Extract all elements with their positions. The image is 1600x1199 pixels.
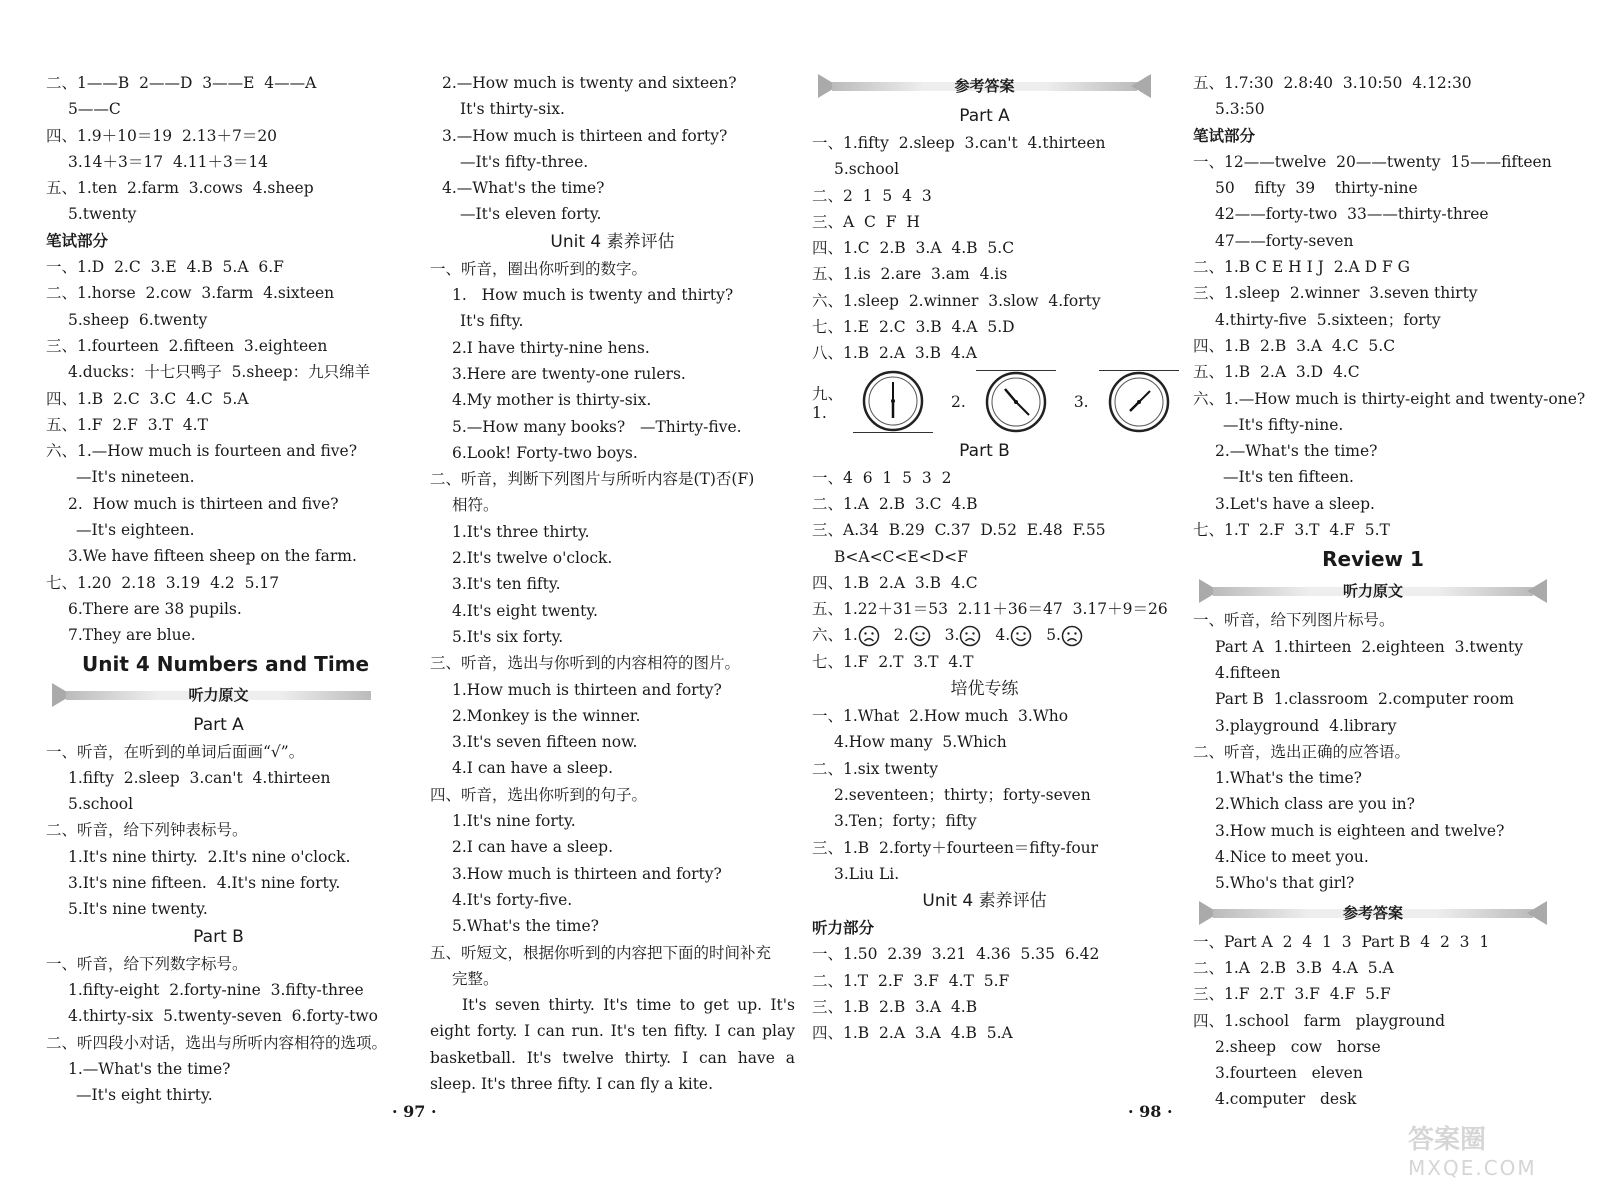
answer-line: 4.ducks：十七只鸭子 5.sheep：九只绵羊 <box>68 363 371 382</box>
answer-line: 2.seventeen；thirty；forty-seven <box>834 785 1091 804</box>
answer-line: 2.I can have a sleep. <box>452 838 614 857</box>
answer-line: 二、1.A 2.B 3.B 4.A 5.A <box>1193 958 1394 977</box>
answer-line: 二、1.six twenty <box>812 759 939 778</box>
answer-line: 五、1.22＋31＝53 2.11＋36＝47 3.17＋9＝26 <box>812 600 1168 619</box>
answer-line: 1. How much is twenty and thirty? <box>452 286 734 305</box>
answer-line: 5.—How many books? —Thirty-five. <box>452 417 742 436</box>
unit-title: Unit 4 Numbers and Time <box>82 651 370 676</box>
part-a-heading: Part A <box>959 106 1010 126</box>
answer-line: 五、1.7:30 2.8:40 3.10:50 4.12:30 <box>1193 74 1472 92</box>
answer-line: 二、1.B C E H I J 2.A D F G <box>1193 258 1411 277</box>
answer-line: 50 fifty 39 thirty-nine <box>1215 179 1418 198</box>
answer-line: 二、听四段小对话，选出与所听内容相符的选项。 <box>46 1033 388 1052</box>
clock-icon <box>1100 371 1178 433</box>
answer-line: 4.It's eight twenty. <box>452 601 598 620</box>
clock-3 <box>1099 370 1179 433</box>
answer-line: 二、听音，选出正确的应答语。 <box>1193 742 1411 761</box>
answer-line: 5.school <box>834 160 900 179</box>
sad-face-icon <box>959 625 981 647</box>
answer-line: 4.—What's the time? <box>442 179 605 198</box>
answer-line: 1.It's nine forty. <box>452 812 576 831</box>
answer-line: 3.It's seven fifteen now. <box>452 733 638 752</box>
answer-line: 2.It's twelve o'clock. <box>452 549 613 568</box>
column-2 <box>430 70 795 1097</box>
answer-line: 四、1.school farm playground <box>1193 1011 1446 1030</box>
answer-line: 二、听音，给下列钟表标号。 <box>46 821 248 840</box>
col3e-lines <box>812 915 1157 1046</box>
col2a-lines <box>430 70 795 228</box>
answer-line: 六、1.sleep 2.winner 3.slow 4.forty <box>812 291 1101 310</box>
answer-line: 一、听音，给下列数字标号。 <box>46 954 248 973</box>
answer-line: 1.How much is thirteen and forty? <box>452 680 722 699</box>
answer-line: 六、1.—How much is thirty-eight and twenty-one? <box>1193 389 1586 408</box>
answer-line: 4.thirty-six 5.twenty-seven 6.forty-two <box>68 1007 378 1026</box>
answer-line: 三、1.fourteen 2.fifteen 3.eighteen <box>46 336 328 355</box>
answer-line: 47——forty-seven <box>1215 231 1354 250</box>
answer-line: 5.twenty <box>68 205 137 224</box>
answer-line: 相符。 <box>452 496 499 515</box>
answer-line: 六、1.—How much is fourteen and five? <box>46 442 358 461</box>
answer-line: 5.It's six forty. <box>452 627 564 646</box>
part-a-heading: Part A <box>193 714 244 735</box>
answer-line: 七、1.F 2.T 3.T 4.T <box>812 652 974 671</box>
banner-reference-answers: 参考答案 <box>812 72 1157 100</box>
answer-line: 2.Which class are you in? <box>1215 795 1415 814</box>
answer-line: 四、1.C 2.B 3.A 4.B 5.C <box>812 239 1015 258</box>
answer-line: —It's eleven forty. <box>460 205 602 224</box>
answer-line: —It's fifty-three. <box>460 152 589 171</box>
answer-line: 1.It's nine thirty. 2.It's nine o'clock. <box>68 847 351 866</box>
banner-listening-text: 听力原文 <box>46 681 391 709</box>
answer-line: 二、1——B 2——D 3——E 4——A <box>46 74 317 92</box>
clock-1 <box>853 370 933 433</box>
answer-line: 2.I have thirty-nine hens. <box>452 338 650 357</box>
answer-line: 4.Nice to meet you. <box>1215 848 1369 867</box>
clock-answers: 九、1. 2. 3. <box>812 367 1157 437</box>
answer-line: 5.3:50 <box>1215 100 1265 119</box>
answer-line: Part B 1.classroom 2.computer room <box>1215 690 1514 709</box>
answer-line: 3.We have fifteen sheep on the farm. <box>68 547 357 566</box>
col1c-lines <box>46 951 391 1109</box>
answer-line: —It's fifty-nine. <box>1223 415 1344 434</box>
answer-line: 三、A C F H <box>812 212 920 231</box>
answer-line: 2.—What's the time? <box>1215 442 1378 461</box>
answer-line: 完整。 <box>452 969 499 988</box>
answer-line: 听力部分 <box>812 918 875 938</box>
answer-line: 5.Who's that girl? <box>1215 874 1355 893</box>
answer-line: 三、A.34 B.29 C.37 D.52 E.48 F.55 <box>812 521 1106 540</box>
answer-line: 1.What's the time? <box>1215 769 1362 788</box>
answer-line: 二、1.horse 2.cow 3.farm 4.sixteen <box>46 284 335 303</box>
answer-line: 4.I can have a sleep. <box>452 759 614 778</box>
answer-line: 2.—How much is twenty and sixteen? <box>442 74 737 92</box>
happy-face-icon <box>1010 625 1032 647</box>
answer-line: 四、1.9＋10＝19 2.13＋7＝20 <box>46 126 278 145</box>
answer-line: 一、听音，给下列图片标号。 <box>1193 611 1395 630</box>
column-4 <box>1193 70 1586 1113</box>
answer-line: It's thirty-six. <box>460 100 565 119</box>
answer-line: 5.sheep 6.twenty <box>68 310 208 329</box>
answer-line: 一、12——twelve 20——twenty 15——fifteen <box>1193 152 1552 171</box>
page-number-left: · 97 · <box>392 1102 437 1121</box>
answer-line: 3.14＋3＝17 4.11＋3＝14 <box>68 152 269 171</box>
col3c-lines <box>812 649 1157 675</box>
answer-line: 一、听音，在听到的单词后面画“√”。 <box>46 742 305 761</box>
answer-line: 一、听音，圈出你听到的数字。 <box>430 259 648 278</box>
banner-listening-text: 听力原文 <box>1193 577 1553 605</box>
col1b-lines <box>46 739 391 923</box>
answer-line: 三、听音，选出与你听到的内容相符的图片。 <box>430 654 741 673</box>
answer-line: It's fifty. <box>460 312 524 331</box>
peiyou-heading: 培优专练 <box>950 679 1019 700</box>
answer-line: 七、1.E 2.C 3.B 4.A 5.D <box>812 318 1015 337</box>
answer-line: 6.Look! Forty-two boys. <box>452 443 638 462</box>
watermark: 答案圈 MXQE.COM <box>1408 1125 1537 1180</box>
answer-line: 四、1.B 2.B 3.A 4.C 5.C <box>1193 336 1396 355</box>
happy-face-icon <box>909 625 931 647</box>
answer-line: 3.playground 4.library <box>1215 716 1397 735</box>
answer-line: 3.How much is eighteen and twelve? <box>1215 821 1505 840</box>
clock-icon <box>977 371 1055 433</box>
column-3 <box>812 70 1168 1047</box>
answer-line: 七、1.T 2.F 3.T 4.F 5.T <box>1193 521 1390 540</box>
answer-line: 一、1.D 2.C 3.E 4.B 5.A 6.F <box>46 258 284 277</box>
answer-line: 二、1.T 2.F 3.F 4.T 5.F <box>812 971 1010 990</box>
col3a-lines <box>812 130 1157 367</box>
answer-line: 笔试部分 <box>46 230 109 250</box>
part-b-heading: Part B <box>959 440 1010 461</box>
answer-line: —It's eight thirty. <box>76 1086 213 1105</box>
answer-line: 42——forty-two 33——thirty-three <box>1215 205 1489 224</box>
answer-line: 7.They are blue. <box>68 626 196 645</box>
answer-line: Part A 1.thirteen 2.eighteen 3.twenty <box>1215 637 1524 656</box>
answer-line: 3.Liu Li. <box>834 864 900 883</box>
answer-line: 5.It's nine twenty. <box>68 900 208 919</box>
col2b-lines <box>430 256 795 992</box>
answer-line: —It's ten fifteen. <box>1223 468 1354 487</box>
answer-line: 四、1.B 2.A 3.B 4.C <box>812 573 978 592</box>
answer-line: 1.—What's the time? <box>68 1059 231 1078</box>
answer-line: 一、1.What 2.How much 3.Who <box>812 707 1069 726</box>
passage: It's seven thirty. It's time to get up. It's eight forty. I can run. It's ten fifty. I can play basketball. It's twelve thirty. I can have a sleep. It's three fifty. I can fly a kite. <box>430 996 795 1093</box>
answer-line: 3.Ten；forty；fifty <box>834 812 977 831</box>
answer-line: 二、2 1 5 4 3 <box>812 186 932 205</box>
answer-line: 三、1.B 2.B 3.A 4.B <box>812 998 978 1017</box>
answer-line: 八、1.B 2.A 3.B 4.A <box>812 344 977 363</box>
answer-line: 3.—How much is thirteen and forty? <box>442 126 728 145</box>
answer-line: 5.school <box>68 795 134 814</box>
col3b-lines <box>812 465 1168 623</box>
answer-line: 五、1.B 2.A 3.D 4.C <box>1193 363 1360 382</box>
unit-eval-heading: Unit 4 素养评估 <box>922 891 1047 912</box>
answer-line: 3.It's nine fifteen. 4.It's nine forty. <box>68 874 341 893</box>
col4c-lines <box>1193 929 1553 1113</box>
answer-line: 三、1.F 2.T 3.F 4.F 5.F <box>1193 985 1391 1004</box>
banner-reference-answers: 参考答案 <box>1193 899 1553 927</box>
answer-line: 3.It's ten fifty. <box>452 575 561 594</box>
answer-line: 5.What's the time? <box>452 917 599 936</box>
answer-line: 4.thirty-five 5.sixteen；forty <box>1215 310 1441 329</box>
answer-line: 七、1.20 2.18 3.19 4.2 5.17 <box>46 573 280 592</box>
answer-line: 一、Part A 2 4 1 3 Part B 4 2 3 1 <box>1193 932 1490 951</box>
answer-line: 五、1.is 2.are 3.am 4.is <box>812 265 1008 284</box>
answer-line: 1.It's three thirty. <box>452 522 590 541</box>
answer-line: 五、1.ten 2.farm 3.cows 4.sheep <box>46 179 314 198</box>
answer-line: 二、听音，判断下列图片与所听内容是(T)否(F) <box>430 470 755 489</box>
answer-line: 4.fifteen <box>1215 663 1281 682</box>
sad-face-icon <box>858 625 880 647</box>
col3d-lines <box>812 703 1157 887</box>
answer-line: 2.Monkey is the winner. <box>452 706 641 725</box>
answer-line: 3.How much is thirteen and forty? <box>452 864 722 883</box>
answer-line: 一、1.50 2.39 3.21 4.36 5.35 6.42 <box>812 945 1100 964</box>
answer-line: 三、1.B 2.forty＋fourteen＝fifty-four <box>812 838 1099 857</box>
review-title: Review 1 <box>1322 547 1424 572</box>
answer-line: 3.Here are twenty-one rulers. <box>452 364 686 383</box>
answer-line: 四、1.B 2.A 3.A 4.B 5.A <box>812 1024 1013 1043</box>
col4b-lines <box>1193 607 1553 896</box>
answer-line: —It's nineteen. <box>76 468 195 487</box>
answer-line: 4.My mother is thirty-six. <box>452 391 652 410</box>
answer-line: 五、听短文，根据你听到的内容把下面的时间补充 <box>430 943 772 962</box>
answer-line: B<A<C<E<D<F <box>834 547 968 566</box>
answer-line: 五、1.F 2.F 3.T 4.T <box>46 415 208 434</box>
answer-line: 二、1.A 2.B 3.C 4.B <box>812 494 978 513</box>
answer-line: 2.sheep cow horse <box>1215 1037 1381 1056</box>
answer-line: 1.fifty-eight 2.forty-nine 3.fifty-three <box>68 980 364 999</box>
answer-line: 一、1.fifty 2.sleep 3.can't 4.thirteen <box>812 134 1106 152</box>
clock-icon <box>854 370 932 432</box>
answer-line: 4.It's forty-five. <box>452 890 573 909</box>
face-answers: 六、1. 2. 3. 4. 5. <box>812 622 1157 648</box>
page-number-right: · 98 · <box>1128 1102 1173 1121</box>
answer-line: 3.Let's have a sleep. <box>1215 494 1375 513</box>
column-1 <box>46 70 391 1108</box>
answer-line: —It's eighteen. <box>76 521 195 540</box>
answer-line: 4.computer desk <box>1215 1090 1357 1109</box>
answer-line: 三、1.sleep 2.winner 3.seven thirty <box>1193 284 1478 303</box>
answer-line: 3.fourteen eleven <box>1215 1064 1363 1083</box>
clock-2 <box>976 370 1056 433</box>
sad-face-icon <box>1061 625 1083 647</box>
answer-line: 5——C <box>68 100 121 119</box>
answer-line: 1.fifty 2.sleep 3.can't 4.thirteen <box>68 768 331 787</box>
answer-line: 4.How many 5.Which <box>834 733 1007 752</box>
answer-line: 6.There are 38 pupils. <box>68 599 242 618</box>
part-b-heading: Part B <box>193 926 244 947</box>
col4a-lines <box>1193 70 1586 543</box>
unit-eval-heading: Unit 4 素养评估 <box>550 231 675 252</box>
answer-line: 四、1.B 2.C 3.C 4.C 5.A <box>46 389 249 408</box>
col1-lines <box>46 70 391 649</box>
answer-line: 一、4 6 1 5 3 2 <box>812 468 952 487</box>
answer-line: 笔试部分 <box>1193 125 1256 145</box>
answer-line: 四、听音，选出你听到的句子。 <box>430 785 648 804</box>
answer-line: 2. How much is thirteen and five? <box>68 494 339 513</box>
